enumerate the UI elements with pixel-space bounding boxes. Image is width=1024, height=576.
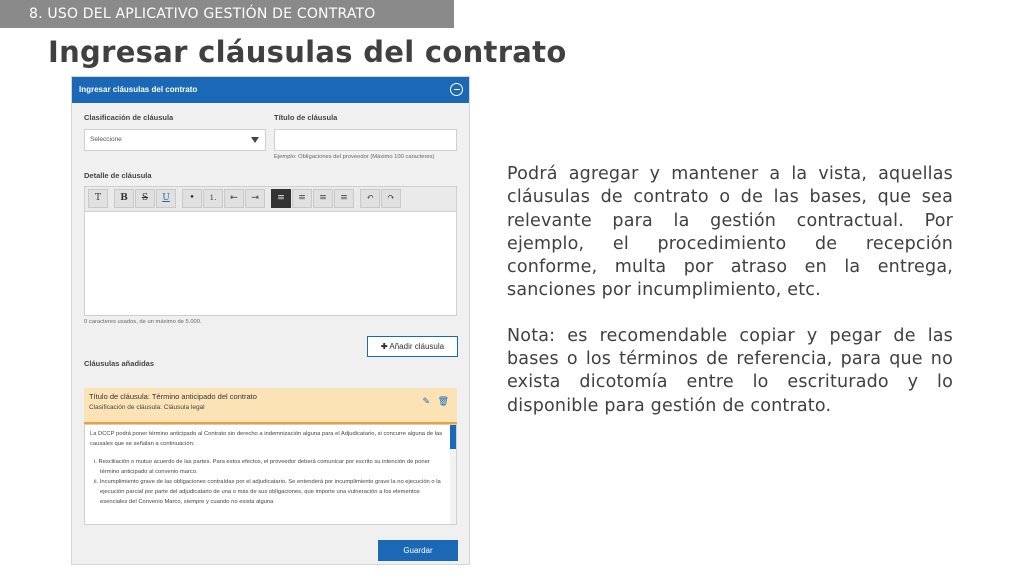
clause-detail-editor[interactable] bbox=[84, 211, 457, 316]
collapse-icon[interactable] bbox=[450, 83, 463, 96]
classification-label: Clasificación de cláusula bbox=[84, 113, 174, 122]
font-size-button[interactable]: T bbox=[88, 189, 108, 208]
description-paragraph: Podrá agregar y mantener a la vista, aquellas cláusulas de contrato o de las bases, que sea relevante para la gestión contractual. Por ejemplo, el procedimiento de recepción conforme, multa por atraso en la entrega, sanciones por incumplimiento, etc. bbox=[507, 164, 953, 301]
bullet-list-button[interactable]: • bbox=[182, 189, 202, 208]
clause-title-input[interactable] bbox=[274, 129, 457, 151]
strikethrough-button[interactable]: S bbox=[135, 189, 155, 208]
justify-button[interactable]: ≡ bbox=[334, 189, 354, 208]
scrollbar[interactable] bbox=[450, 425, 456, 524]
add-clause-button[interactable] bbox=[367, 336, 458, 357]
note-paragraph: Nota: es recomendable copiar y pegar de las bases o los términos de referencia, para que no exista dicotomía entre lo escriturado y lo disponible para gestión de contrato. bbox=[507, 325, 953, 416]
char-count: 0 caracteres usados, de un máximo de 5.000. bbox=[84, 319, 202, 325]
title-hint: Ejemplo: Obligaciones del proveedor (Máximo 100 caracteres) bbox=[274, 154, 435, 160]
align-right-button[interactable]: ≡ bbox=[313, 189, 333, 208]
title-label: Título de cláusula bbox=[274, 113, 338, 122]
clause-card-class: Clasificación de cláusula: Cláusula legal bbox=[89, 404, 205, 411]
align-left-button[interactable]: ≡ bbox=[271, 189, 291, 208]
save-button[interactable]: Guardar bbox=[378, 540, 458, 561]
clause-body-item: i. Resciliación o mutuo acuerdo de las partes. Para estos efectos, el proveedor deberá comunicar por escrito su intención de poner término anticipado al convenio marco. bbox=[94, 459, 430, 475]
slide-title: Ingresar cláusulas del contrato bbox=[48, 35, 567, 69]
classification-select[interactable] bbox=[84, 129, 266, 151]
outdent-button[interactable]: ⇤ bbox=[224, 189, 244, 208]
align-center-button[interactable]: ≡ bbox=[292, 189, 312, 208]
bold-button[interactable]: B bbox=[114, 189, 134, 208]
scrollbar-thumb[interactable] bbox=[450, 425, 456, 449]
add-clause-label: Añadir cláusula bbox=[389, 342, 445, 351]
numbered-list-button[interactable]: 1. bbox=[203, 189, 223, 208]
clause-card bbox=[84, 388, 457, 424]
section-tag: 8. USO DEL APLICATIVO GESTIÓN DE CONTRATO bbox=[0, 0, 454, 28]
clause-card-title: Título de cláusula: Término anticipado del contrato bbox=[89, 392, 257, 401]
detail-label: Detalle de cláusula bbox=[84, 171, 152, 180]
undo-button[interactable]: ↶ bbox=[360, 189, 380, 208]
clause-body-intro: La DCCP podrá poner término anticipado al Contrato sin derecho a indemnización alguna para el Adjudicatario, si concurre alguna de las causales que se señalan a continuación: bbox=[90, 431, 443, 447]
panel-header-title: Ingresar cláusulas del contrato bbox=[79, 85, 198, 94]
panel-header bbox=[72, 77, 469, 103]
plus-icon: ✚ bbox=[380, 342, 388, 351]
description bbox=[507, 163, 953, 418]
card-actions bbox=[423, 396, 450, 407]
clause-panel bbox=[71, 76, 470, 565]
edit-icon[interactable]: ✎ bbox=[422, 396, 431, 406]
trash-icon[interactable]: 🗑 bbox=[437, 396, 449, 406]
indent-button[interactable]: ⇥ bbox=[245, 189, 265, 208]
clause-body[interactable] bbox=[84, 424, 457, 525]
redo-button[interactable]: ↷ bbox=[381, 189, 401, 208]
classification-value: Seleccione bbox=[90, 136, 122, 143]
clause-body-item: ii. Incumplimiento grave de las obligaciones contraídas por el adjudicatario. Se entenderá por incumplimiento grave la no ejecución o la ejecución parcial por parte del adjudicatario de una o más de sus obligaciones, que importe una vulneración a los elementos esenciales del Convenio Marco, siempre y cuando no exista alguna bbox=[94, 479, 441, 505]
underline-button[interactable]: U bbox=[156, 189, 176, 208]
added-clauses-label: Cláusulas añadidas bbox=[84, 359, 155, 368]
caret-down-icon bbox=[251, 137, 259, 143]
editor-toolbar bbox=[84, 186, 457, 211]
